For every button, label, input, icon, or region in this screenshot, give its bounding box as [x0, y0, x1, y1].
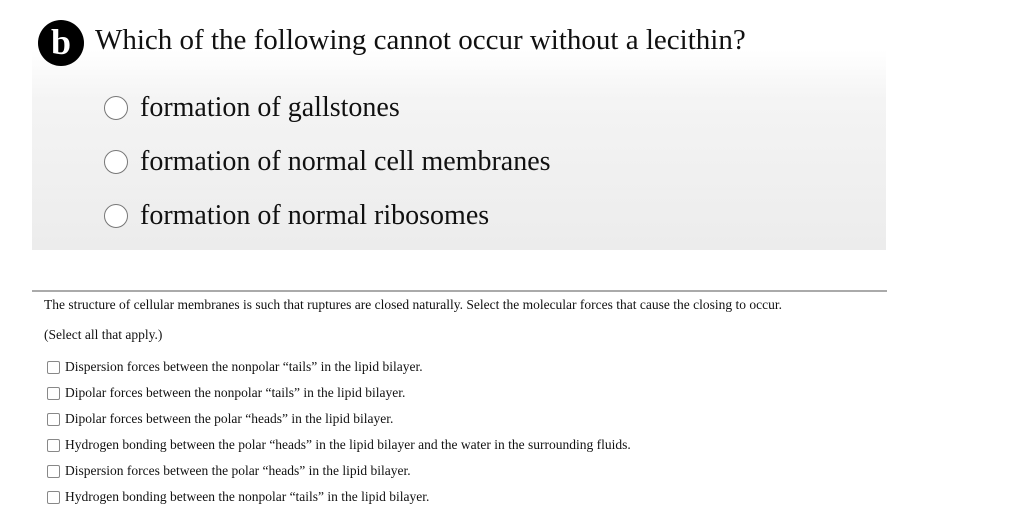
- checkbox[interactable]: [47, 491, 60, 504]
- question-2-hint: (Select all that apply.): [44, 327, 163, 342]
- question-2-text: The structure of cellular membranes is such that ruptures are closed naturally. Select the molecular forces that cause the closing to occur.: [44, 297, 782, 312]
- checkbox[interactable]: [47, 465, 60, 478]
- option-label: Dispersion forces between the nonpolar “tails” in the lipid bilayer.: [65, 359, 423, 374]
- checkbox[interactable]: [47, 387, 60, 400]
- radio-button[interactable]: [104, 150, 128, 174]
- checkbox[interactable]: [47, 413, 60, 426]
- radio-option[interactable]: [104, 92, 400, 124]
- radio-button[interactable]: [104, 96, 128, 120]
- checkbox-option[interactable]: [47, 385, 405, 401]
- question-1-text: Which of the following cannot occur without a lecithin?: [95, 24, 746, 56]
- option-label: Hydrogen bonding between the nonpolar “tails” in the lipid bilayer.: [65, 489, 430, 504]
- question-badge: b: [38, 20, 84, 66]
- option-label: Dipolar forces between the polar “heads” in the lipid bilayer.: [65, 411, 394, 426]
- option-label: formation of gallstones: [140, 92, 400, 123]
- radio-option[interactable]: [104, 200, 489, 232]
- checkbox-option[interactable]: [47, 437, 631, 453]
- checkbox-option[interactable]: [47, 489, 429, 505]
- checkbox-option[interactable]: [47, 359, 423, 375]
- option-label: formation of normal ribosomes: [140, 200, 490, 231]
- checkbox-option[interactable]: [47, 411, 393, 427]
- option-label: Hydrogen bonding between the polar “heads” in the lipid bilayer and the water in the surrounding fluids.: [65, 437, 631, 452]
- option-label: Dipolar forces between the nonpolar “tails” in the lipid bilayer.: [65, 385, 406, 400]
- checkbox[interactable]: [47, 361, 60, 374]
- option-label: Dispersion forces between the polar “heads” in the lipid bilayer.: [65, 463, 411, 478]
- checkbox-option[interactable]: [47, 463, 411, 479]
- radio-button[interactable]: [104, 204, 128, 228]
- divider: [32, 290, 887, 292]
- option-label: formation of normal cell membranes: [140, 146, 551, 177]
- checkbox[interactable]: [47, 439, 60, 452]
- radio-option[interactable]: [104, 146, 551, 178]
